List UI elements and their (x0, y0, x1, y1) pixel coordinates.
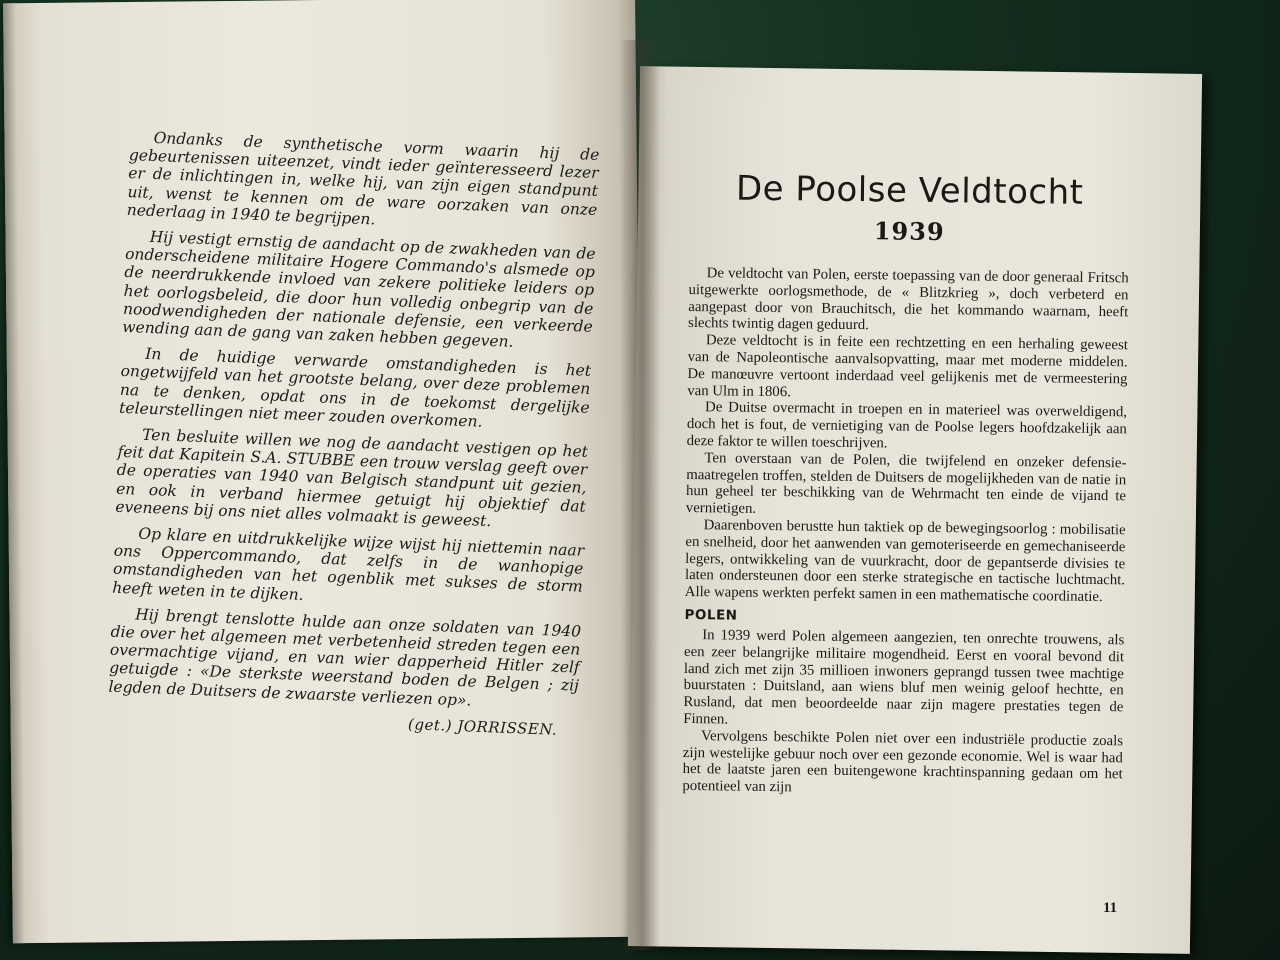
page-number: 11 (1103, 900, 1118, 916)
left-paragraph-1: Ondanks de synthetische vorm waarin hij de gebeurtenissen uiteenzet, vindt ieder geïnteresseerd lezer er de inlichtingen in, welke hij, van zijn eigen standpunt uit, wenst te kennen om de ware oorzaken van onze nederlaag in 1940 te begrijpen. (126, 128, 600, 229)
right-paragraph-1: De veldtocht van Polen, eerste toepassing van de door generaal Fritsch uitgewerkte oorlogsmethode, de « Blitzkrieg », doch verbeterd en aangepast door von Brauchitsch, die het kommando waarnam, heeft slechts twintig dagen geduurd. (688, 265, 1129, 334)
right-paragraph-5: Daarenboven berustte hun taktiek op de bewegingsoorlog : mobilisatie en snelheid, door het aanwenden van gemoteriseerde en gemechaniseerde legers, ontwikkeling van de vuurkracht, door de gepantserde divisies te laten ondersteunen door een sterke strategische en tactische luchtmacht. Alle wapens werkten perfekt samen in een mathematische coordinatie. (684, 517, 1126, 606)
section-heading: POLEN (684, 606, 738, 624)
chapter-year: 1939 (873, 216, 945, 247)
left-page-text (107, 128, 599, 740)
right-paragraph-3: De Duitse overmacht in troepen en in materieel was overweldigend, doch het is fout, de vernietiging van de Poolse legers hoofdzakelijk aan deze faktor te willen toeschrijven. (686, 399, 1128, 452)
left-paragraph-4: Ten besluite willen we nog de aandacht vestigen op het feit dat Kapitein S.A. STUBBE een trouw verslag geeft over de operaties van 1940 van Belgisch standpunt uit gezien, en ook in verband hiermee getuigt hij objektief dat eveneens bij ons niet alles volmaakt is geweest. (115, 425, 589, 531)
page-stack-edge (3, 3, 25, 943)
signature: (get.) JORRISSEN. (407, 715, 558, 739)
left-paragraph-2: Hij vestigt ernstig de aandacht op de zwakheden van de onderscheidene militaire Hogere Commando's alsmede op de neerdrukkende invloed van zekere politieke leiders op het oorlogsbeleid, die door hun volledig onbegrip van de noodwendigheden der nationale defensie, een verkeerde wending aan de gang van zaken hebben gegeven. (122, 227, 596, 351)
book-gutter (620, 40, 660, 950)
section-paragraph-2: Vervolgens beschikte Polen niet over een industriële productie zoals zijn westelijke gebuur noch over een gezonde economie. Wel is waar had het de laatste jaren een buitengewone krachtinspanning gedaan om het potentieel van zijn (682, 727, 1124, 796)
left-paragraph-6: Hij brengt tenslotte hulde aan onze soldaten van 1940 die over het algemeen met verbetenheid streden tegen een overmachtige vijand, en van wier dapperheid Hitler zelf getuigde : «De sterkste weerstand boden de Belgen ; zij legden de Duitsers de zwaarste verliezen op». (108, 605, 582, 710)
left-paragraph-3: In de huidige verwarde omstandigheden is het ongetwijfeld van het grootste belang, over deze problemen na te denken, opdat ons in de toekomst dergelijke teleurstellingen niet meer zouden overkomen. (118, 344, 592, 431)
left-paragraph-5: Op klare en uitdrukkelijke wijze wijst hij niettemin naar ons Oppercommando, dat zelfs in de wanhopige omstandigheden van het ogenblik met sukses de storm heeft weten in te dijken. (112, 524, 585, 604)
section-paragraph-1: In 1939 werd Polen algemeen aangezien, ten onrechte trouwens, als een zeer belangrijke militaire mogendheid. Eerst en vooral bevond dit land zich met zijn 35 millioen inwoners geprangd tussen twee machtige buurstaten : Duitsland, aan wiens bluf men weinig geloof hechtte, en Rusland, dat men beoordeelde naar zijn magere prestaties tegen de Finnen. (683, 627, 1125, 728)
right-paragraph-2: Deze veldtocht is in feite een rechtzetting en een herhaling geweest van de Napoleontische aanvalsopvatting, maar met moderne middelen. De manœuvre vertoont inderdaad veel gelijkenis met de vermeestering van Ulm in 1806. (687, 332, 1128, 400)
right-page-text (682, 168, 1130, 800)
right-paragraph-4: Ten overstaan van de Polen, die twijfelend en onzeker defensie-maatregelen troffen, stelden de Duitsers de mogelijkheden van de natie in hun geheel ter beschikking van de Wehrmacht ten einde de vijand te vernietigen. (685, 449, 1127, 517)
chapter-title: De Poolse Veldtocht (735, 168, 1084, 213)
